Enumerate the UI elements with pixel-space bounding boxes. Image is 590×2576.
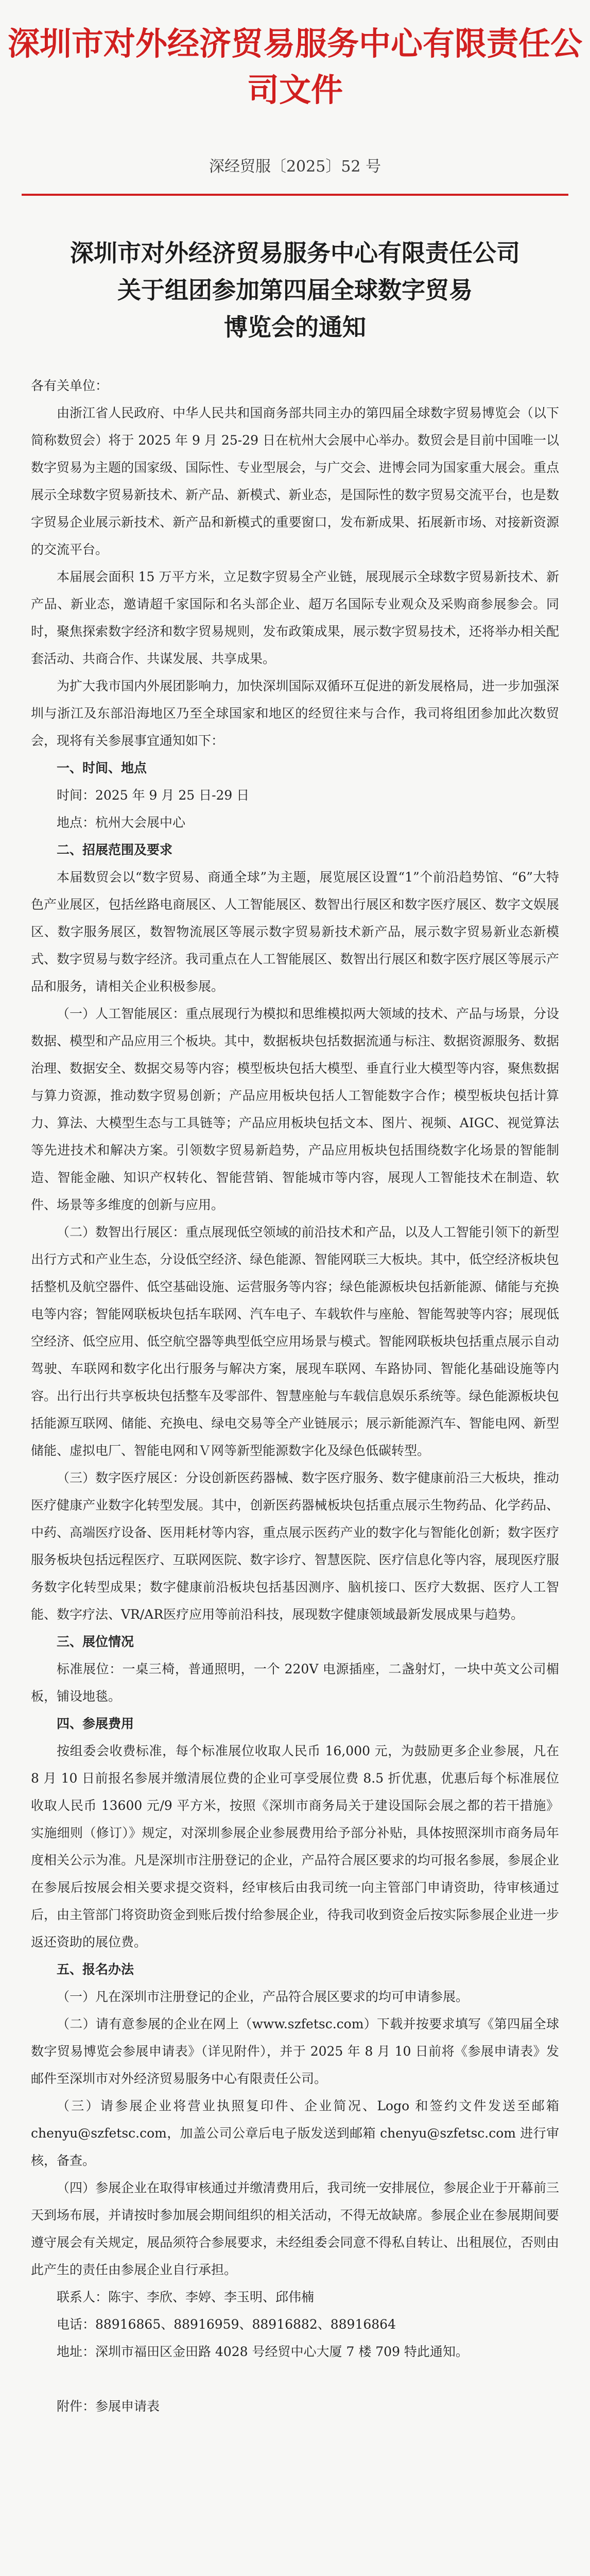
body-paragraph: 由浙江省人民政府、中华人民共和国商务部共同主办的第四届全球数字贸易博览会（以下简称数贸会）将于 2025 年 9 月 25-29 日在杭州大会展中心举办。数贸会是目前中国唯一以数字贸易为主题的国家级、国际性、专业型展会，与广交会、进博会同为国家重大展会。重点展示全球数字贸易新技术、新产品、新模式、新业态，是国际性的数字贸易交流平台，也是数字贸易企业展示新技术、新产品和新模式的重要窗口，发布新成果、拓展新市场、对接新资源的交流平台。 xyxy=(31,405,559,557)
notice-subject xyxy=(41,234,549,346)
subject-line: 博览会的通知 xyxy=(224,313,366,341)
section-heading: 二、招展范围及要求 xyxy=(57,842,173,857)
body-paragraph: （一）人工智能展区：重点展现行为模拟和思维模拟两大领域的技术、产品与场景，分设数据、模型和产品应用三个板块。其中，数据板块包括数据流通与标注、数据资源服务、数据治理、数据安全、数据交易等内容；模型板块包括大模型、垂直行业大模型等内容，聚焦数据与算力资源，推动数字贸易创新；产品应用板块包括人工智能数字合作；模型板块包括计算力、算法、大模型生态与工具链等；产品应用板块包括文本、图片、视频、AIGC、视觉算法等先进技术和解决方案。引领数字贸易新趋势，产品应用板块包括围绕数字化场景的智能制造、智能金融、知识产权转化、智能营销、智能城市等内容，展现人工智能技术在制造、软件、场景等多维度的创新与应用。 xyxy=(31,1006,559,1212)
body-paragraph: 为扩大我市国内外展团影响力，加快深圳国际双循环互促进的新发展格局，进一步加强深圳与浙江及东部沿海地区乃至全球国家和地区的经贸往来与合作，我司将组团参加此次数贸会，现将有关参展事宜通知如下： xyxy=(31,679,559,748)
body-paragraph: 联系人：陈宇、李欣、李婷、李玉明、邱伟楠 xyxy=(57,2290,315,2304)
section-heading: 三、展位情况 xyxy=(57,1634,134,1649)
body-paragraph: 标准展位：一桌三椅，普通照明，一个 220V 电源插座，二盏射灯，一块中英文公司楣板，铺设地毯。 xyxy=(31,1662,559,1704)
section-heading: 五、报名办法 xyxy=(57,1962,134,1977)
subject-line: 深圳市对外经济贸易服务中心有限责任公司 xyxy=(70,239,520,267)
body-paragraph: （四）参展企业在取得审核通过并缴清费用后，我司统一安排展位，参展企业于开幕前三天到场布展，并请按时参加展会期间组织的相关活动，不得无故缺席。参展企业在参展期间要遵守展会有关规定，展品须符合参展要求，未经组委会同意不得私自转让、出租展位，否则由此产生的责任由参展企业自行承担。 xyxy=(31,2180,559,2277)
body-paragraph: （二）数智出行展区：重点展现低空领域的前沿技术和产品，以及人工智能引领下的新型出行方式和产业生态，分设低空经济、绿色能源、智能网联三大板块。其中，低空经济板块包括整机及航空器件、低空基础设施、运营服务等内容；绿色能源板块包括新能源、储能与充换电等内容；智能网联板块包括车联网、汽车电子、车载软件与座舱、智能驾驶等内容；展现低空经济、低空应用、低空航空器等典型低空应用场景与模式。智能网联板块包括重点展示自动驾驶、车联网和数字化出行服务与解决方案，展现车联网、车路协同、智能化基础设施等内容。出行出行共享板块包括整车及零部件、智慧座舱与车载信息娱乐系统等。绿色能源板块包括能源互联网、储能、充换电、绿电交易等全产业链展示；展示新能源汽车、智能电网、新型储能、虚拟电厂、智能电网和Ｖ网等新型能源数字化及绿色低碳转型。 xyxy=(31,1225,559,1458)
body-paragraph: 时间：2025 年 9 月 25 日-29 日 xyxy=(57,788,250,803)
body-paragraph: （一）凡在深圳市注册登记的企业，产品符合展区要求的均可申请参展。 xyxy=(57,1989,469,2004)
body-paragraph: 地点：杭州大会展中心 xyxy=(57,815,186,830)
subject-line: 关于组团参加第四届全球数字贸易 xyxy=(117,276,473,304)
header-divider xyxy=(22,194,568,196)
section-heading: 四、参展费用 xyxy=(57,1716,134,1731)
document-header-title: 深圳市对外经济贸易服务中心有限责任公司文件 xyxy=(7,25,582,109)
body-paragraph: 各有关单位： xyxy=(31,378,109,393)
body-paragraph: 按组委会收费标准，每个标准展位收取人民币 16,000 元，为鼓励更多企业参展，凡在 8 月 10 日前报名参展并缴清展位费的企业可享受展位费 8.5 折优惠，优惠后每个标准展位收取人民币 13600 元/9 平方米，按照《深圳市商务局关于建设国际会展之都的若干措施》实施细则（修订）》规定，对深圳参展企业参展费用给予部分补贴，具体按照深圳市商务局年度相关公示为准。凡是深圳市注册登记的企业，产品符合展区要求的均可报名参展，参展企业在参展后按展会相关要求提交资料，经审核后由我司统一向主管部门申请资助，待审核通过后，由主管部门将资助资金到账后拨付给参展企业，待我司收到资金后按实际参展企业进一步返还资助的展位费。 xyxy=(31,1743,559,1950)
body-paragraph: 电话：88916865、88916959、88916882、88916864 xyxy=(57,2317,396,2332)
body-paragraph xyxy=(31,2365,559,2393)
body-paragraph: 本届展会面积 15 万平方米，立足数字贸易全产业链，展现展示全球数字贸易新技术、新产品、新业态，邀请超千家国际和名头部企业、超万名国际专业观众及采购商参展参会。同时，聚焦探索数字经济和数字贸易规则，发布政策成果，展示数字贸易技术，还将举办相关配套活动、共商合作、共谋发展、共享成果。 xyxy=(31,569,559,666)
body-paragraph: （三）数字医疗展区：分设创新医药器械、数字医疗服务、数字健康前沿三大板块，推动医疗健康产业数字化转型发展。其中，创新医药器械板块包括重点展示生物药品、化学药品、中药、高端医疗设备、医用耗材等内容，重点展示医药产业的数字化与智能化创新；数字医疗服务板块包括远程医疗、互联网医院、数字诊疗、智慧医院、医疗信息化等内容，展现医疗服务数字化转型成果；数字健康前沿板块包括基因测序、脑机接口、医疗大数据、医疗人工智能、数字疗法、VR/AR医疗应用等前沿科技，展现数字健康领域最新发展成果与趋势。 xyxy=(31,1470,559,1622)
body-paragraph: 地址：深圳市福田区金田路 4028 号经贸中心大厦 7 楼 709 特此通知。 xyxy=(57,2344,468,2359)
notice-body xyxy=(31,372,559,2420)
body-paragraph: （二）请有意参展的企业在网上（www.szfetsc.com）下载并按要求填写《第四届全球数字贸易博览会参展申请表》（详见附件），并于 2025 年 8 月 10 日前将《参展申请表》发邮件至深圳市对外经济贸易服务中心有限责任公司。 xyxy=(31,2016,559,2086)
body-paragraph: 本届数贸会以“数字贸易、商通全球”为主题，展览展区设置“1”个前沿趋势馆、“6”大特色产业展区，包括丝路电商展区、人工智能展区、数智出行展区和数字医疗展区、数字文娱展区、数字服务展区，数智物流展区等展示数字贸易新技术新产品，展示数字贸易新业态新模式、数字贸易与数字经济。我司重点在人工智能展区、数智出行展区和数字医疗展区等展示产品和服务，请相关企业积极参展。 xyxy=(31,870,559,994)
body-paragraph: （三）请参展企业将营业执照复印件、企业简况、Logo 和签约文件发送至邮箱 chenyu@szfetsc.com，加盖公司公章后电子版发送到邮箱 chenyu@szfetsc.com 进行审核，备查。 xyxy=(31,2098,559,2168)
body-paragraph: 附件：参展申请表 xyxy=(57,2399,160,2414)
document-number: 深经贸服〔2025〕52 号 xyxy=(209,158,381,176)
section-heading: 一、时间、地点 xyxy=(57,760,147,775)
